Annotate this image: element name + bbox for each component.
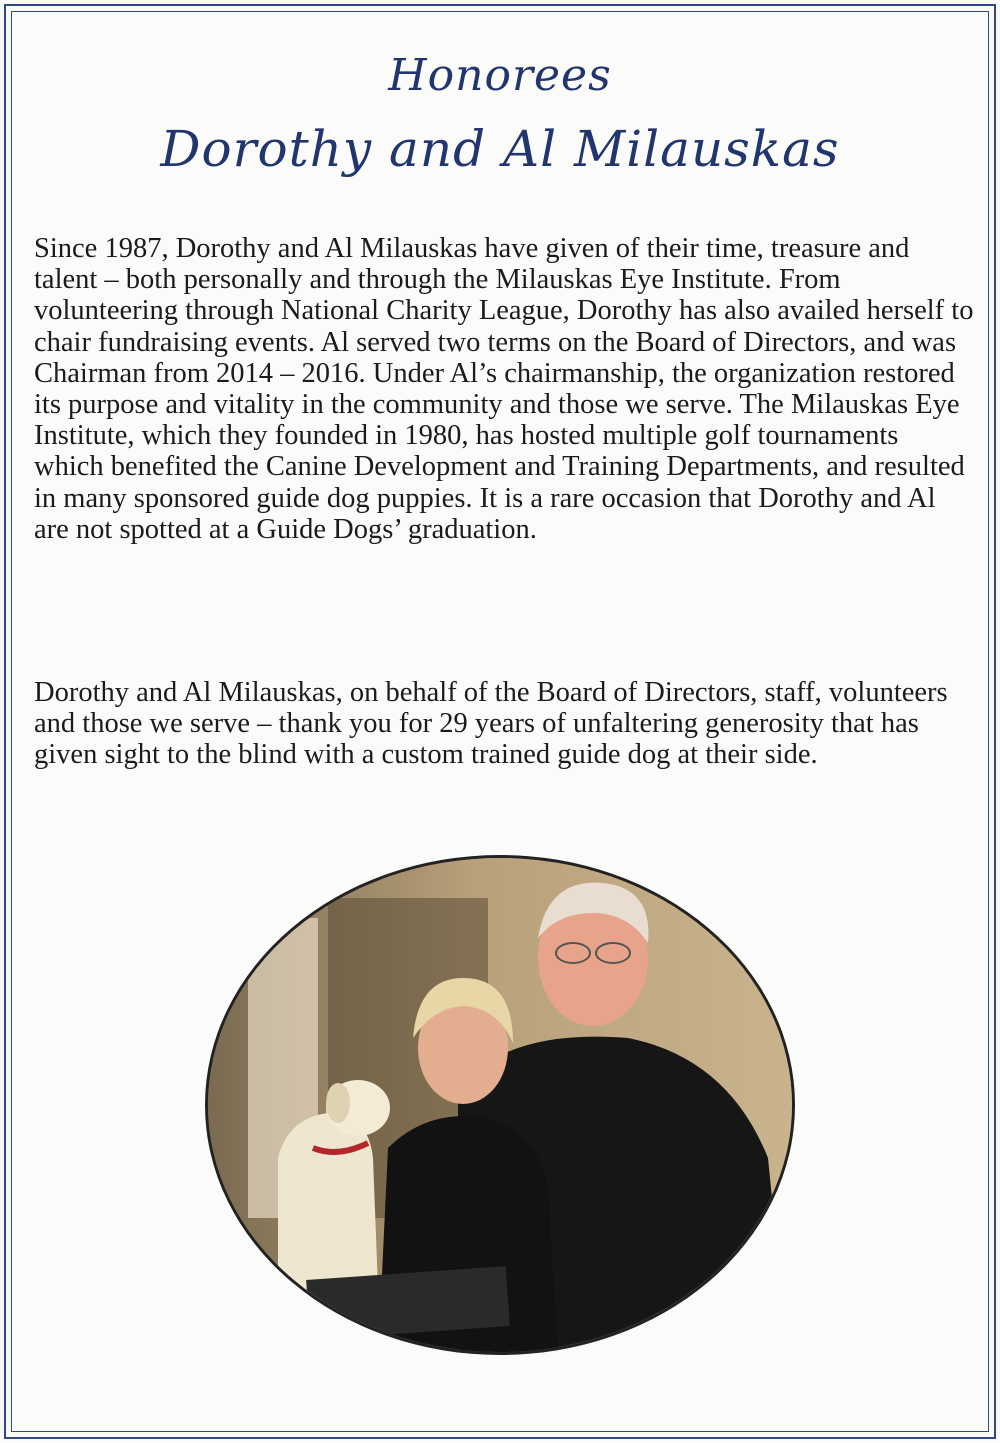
honorees-photo xyxy=(205,855,795,1355)
photo-illustration xyxy=(208,858,795,1355)
tribute-paragraph-1: Since 1987, Dorothy and Al Milauskas have given of their time, treasure and talent – both personally and through the Milauskas Eye Institute. From volunteering through National Charity League, Dorothy has also availed herself to chair fundraising events. Al served two terms on the Board of Directors, and was Chairman from 2014 – 2016. Under Al’s chairmanship, the organization restored its purpose and vitality in the community and those we serve. The Milauskas Eye Institute, which they founded in 1980, has hosted multiple golf tournaments which benefited the Canine Development and Training Departments, and resulted in many sponsored guide dog puppies. It is a rare occasion that Dorothy and Al are not spotted at a Guide Dogs’ graduation. xyxy=(34,233,974,545)
tribute-paragraph-2: Dorothy and Al Milauskas, on behalf of the Board of Directors, staff, volunteers and those we serve – thank you for 29 years of unfaltering generosity that has given sight to the blind with a custom trained guide dog at their side. xyxy=(34,677,948,771)
page-title: Honorees xyxy=(388,50,612,101)
dog-statue xyxy=(278,1113,378,1301)
honoree-names: Dorothy and Al Milauskas xyxy=(160,120,840,178)
